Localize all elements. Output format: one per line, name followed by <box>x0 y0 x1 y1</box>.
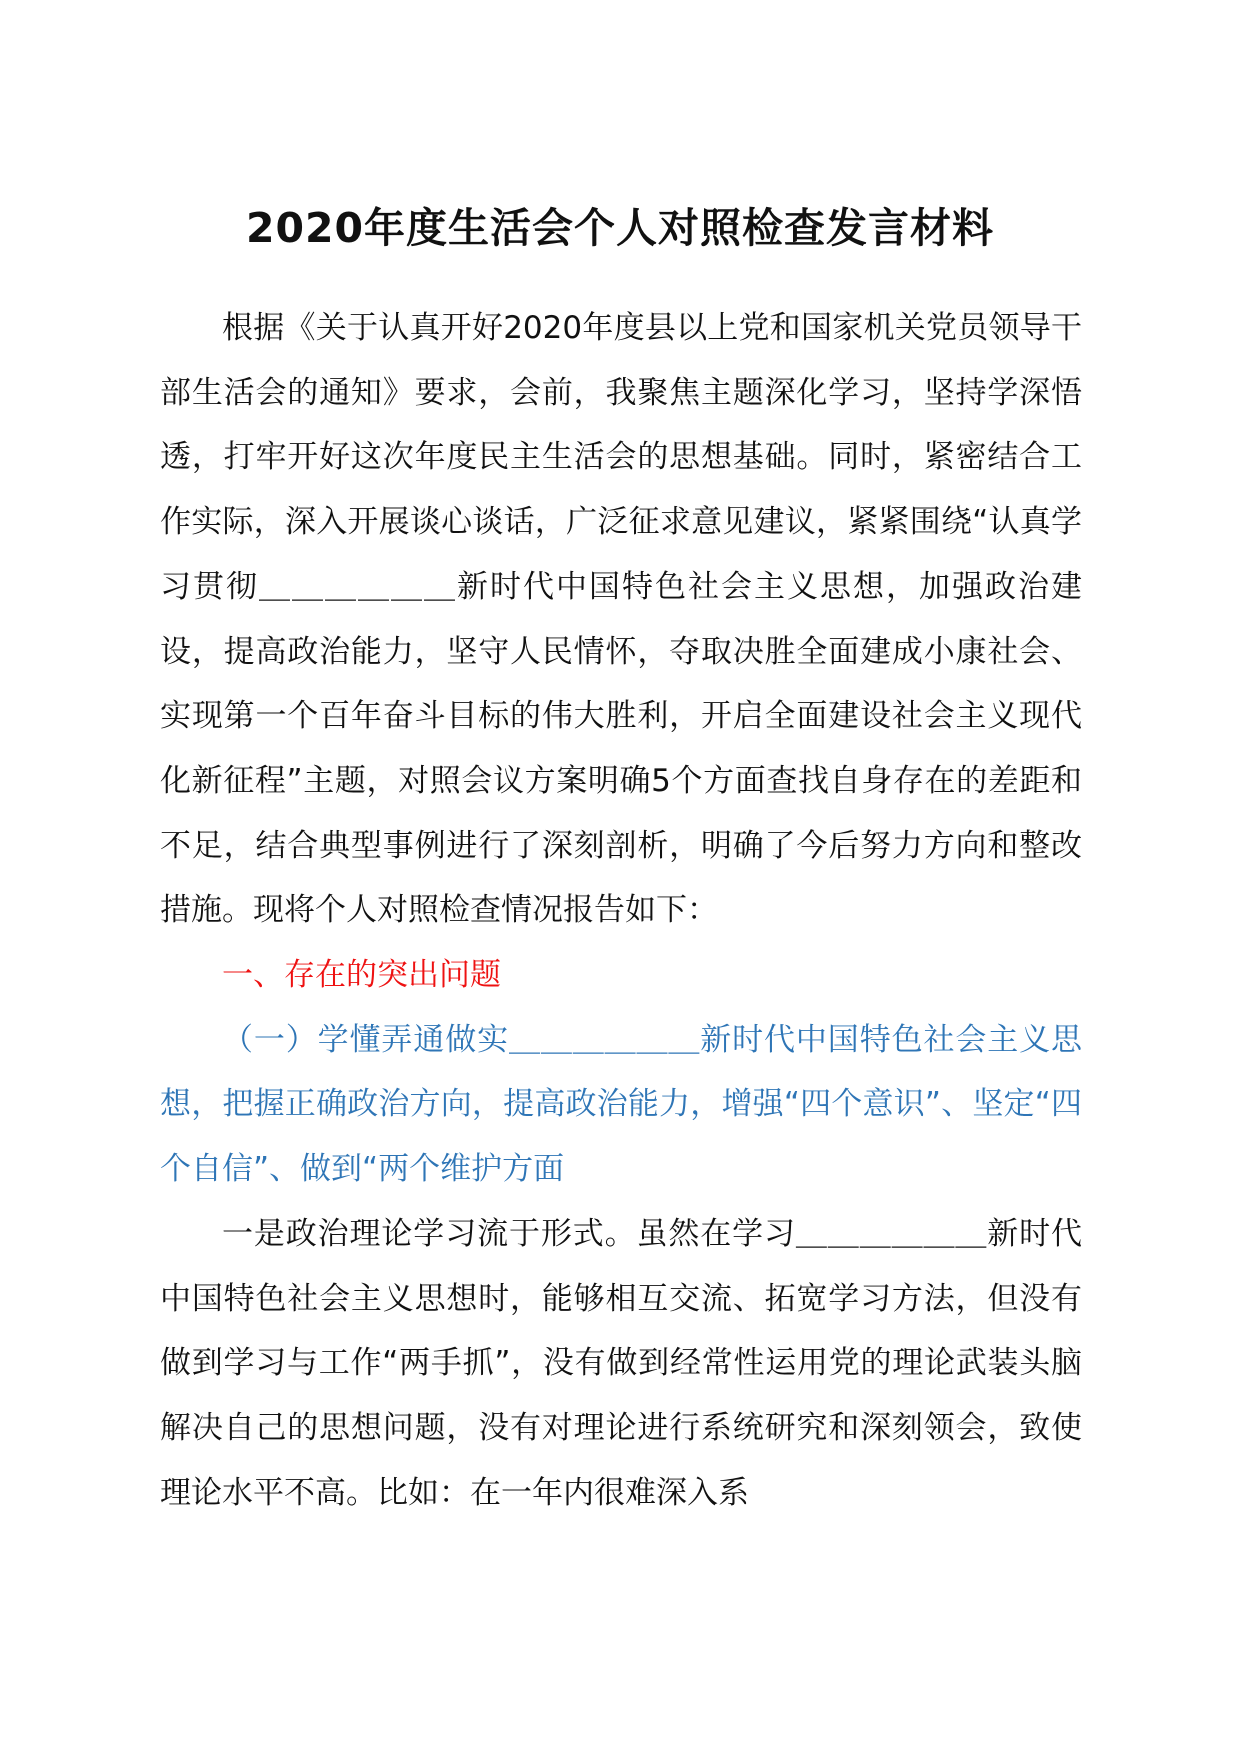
section-heading-problems: 一、存在的突出问题 <box>222 957 501 994</box>
intro-paragraph: 根据《关于认真开好2020年度县以上党和国家机关党员领导干部生活会的通知》要求，会前，我聚焦主题深化学习，坚持学深悟透，打牢开好这次年度民主生活会的思想基础。同时，紧密结合工作实际，深入开展谈心谈话，广泛征求意见建议，紧紧围绕“认真学习贯彻＿＿＿＿＿＿新时代中国特色社会主义思想，加强政治建设，提高政治能力，坚守人民情怀，夺取决胜全面建成小康社会、实现第一个百年奋斗目标的伟大胜利，开启全面建设社会主义现代化新征程”主题，对照会议方案明确5个方面查找自身存在的差距和不足，结合典型事例进行了深刻剖析，明确了今后努力方向和整改措施。现将个人对照检查情况报告如下： <box>160 310 1082 929</box>
document-title: 2020年度生活会个人对照检查发言材料 <box>245 204 995 252</box>
document-body <box>160 296 1082 1525</box>
problem-point-paragraph: 一是政治理论学习流于形式。虽然在学习＿＿＿＿＿＿新时代中国特色社会主义思想时，能够相互交流、拓宽学习方法，但没有做到学习与工作“两手抓”，没有做到经常性运用党的理论武装头脑解决自己的思想问题，没有对理论进行系统研究和深刻领会，致使理论水平不高。比如：在一年内很难深入系 <box>160 1215 1082 1511</box>
subsection-heading-political-study: （一）学懂弄通做实＿＿＿＿＿＿新时代中国特色社会主义思想，把握正确政治方向，提高政治能力，增强“四个意识”、坚定“四个自信”、做到“两个维护方面 <box>160 1021 1082 1188</box>
